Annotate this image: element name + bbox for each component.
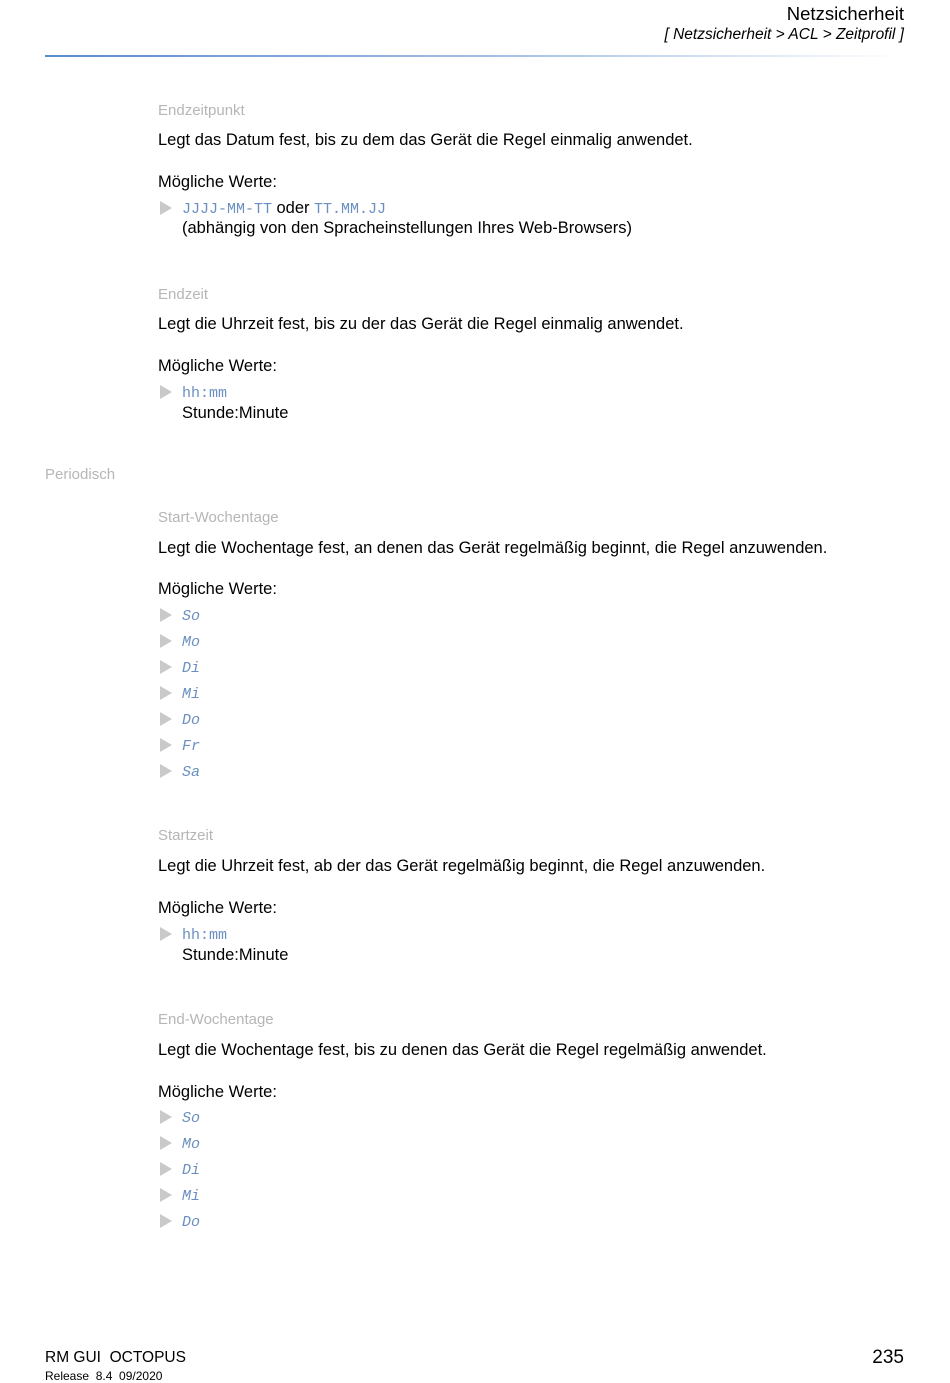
page-number: 235	[872, 1347, 904, 1368]
bullet-arrow-icon	[160, 927, 172, 941]
section-heading-endzeit: Endzeit	[158, 286, 209, 303]
possible-values-label: Mögliche Werte:	[158, 1083, 277, 1101]
bullet-arrow-icon	[160, 738, 172, 752]
bullet-arrow-icon	[160, 634, 172, 648]
value-note: (abhängig von den Spracheinstellungen Ihres Web-Browsers)	[182, 219, 633, 237]
weekday-value: Di	[182, 660, 201, 677]
page-header-title: Netzsicherheit	[786, 3, 904, 24]
bullet-arrow-icon	[160, 1110, 172, 1124]
weekday-value: Mi	[182, 686, 201, 703]
value-item	[182, 199, 386, 218]
value-note: Stunde:Minute	[182, 404, 289, 422]
bullet-arrow-icon	[160, 712, 172, 726]
possible-values-label: Mögliche Werte:	[158, 357, 277, 375]
possible-values-label: Mögliche Werte:	[158, 173, 277, 191]
value-code: TT.MM.JJ	[313, 201, 386, 218]
section-heading-endzeitpunkt: Endzeitpunkt	[158, 102, 245, 119]
value-code: hh:mm	[182, 385, 228, 402]
value-code: JJJJ-MM-TT	[182, 201, 273, 218]
weekday-value: Do	[182, 712, 201, 729]
section-description: Legt die Wochentage fest, bis zu denen das Gerät die Regel regelmäßig anwendet.	[158, 1041, 767, 1059]
bullet-arrow-icon	[160, 1188, 172, 1202]
weekday-value: Di	[182, 1162, 201, 1179]
value-code: hh:mm	[182, 927, 228, 944]
section-heading-periodisch: Periodisch	[45, 466, 116, 483]
weekday-value: Mo	[182, 1136, 201, 1153]
section-heading-start-wochentage: Start-Wochentage	[158, 509, 279, 526]
bullet-arrow-icon	[160, 764, 172, 778]
weekday-value: So	[182, 1110, 201, 1127]
bullet-arrow-icon	[160, 608, 172, 622]
weekday-value: Mi	[182, 1188, 201, 1205]
possible-values-label: Mögliche Werte:	[158, 899, 277, 917]
section-description: Legt die Uhrzeit fest, bis zu der das Gerät die Regel einmalig anwendet.	[158, 315, 684, 333]
section-description: Legt die Wochentage fest, an denen das Gerät regelmäßig beginnt, die Regel anzuwenden.	[158, 539, 828, 557]
bullet-arrow-icon	[160, 201, 172, 215]
header-divider	[45, 55, 905, 57]
value-connector: oder	[276, 199, 310, 217]
bullet-arrow-icon	[160, 1136, 172, 1150]
bullet-arrow-icon	[160, 660, 172, 674]
breadcrumb: [ Netzsicherheit > ACL > Zeitprofil ]	[664, 26, 904, 43]
section-heading-end-wochentage: End-Wochentage	[158, 1011, 274, 1028]
footer-release: Release 8.4 09/2020	[45, 1369, 163, 1383]
bullet-arrow-icon	[160, 1162, 172, 1176]
weekday-value: Do	[182, 1214, 201, 1231]
value-note: Stunde:Minute	[182, 946, 289, 964]
weekday-value: So	[182, 608, 201, 625]
possible-values-label: Mögliche Werte:	[158, 580, 277, 598]
section-heading-startzeit: Startzeit	[158, 827, 214, 844]
weekday-value: Fr	[182, 738, 201, 755]
section-description: Legt die Uhrzeit fest, ab der das Gerät regelmäßig beginnt, die Regel anzuwenden.	[158, 857, 766, 875]
weekday-value: Sa	[182, 764, 201, 781]
weekday-value: Mo	[182, 634, 201, 651]
bullet-arrow-icon	[160, 686, 172, 700]
bullet-arrow-icon	[160, 1214, 172, 1228]
footer-product: RM GUI OCTOPUS	[45, 1349, 186, 1366]
bullet-arrow-icon	[160, 385, 172, 399]
section-description: Legt das Datum fest, bis zu dem das Gerät die Regel einmalig anwendet.	[158, 131, 693, 149]
